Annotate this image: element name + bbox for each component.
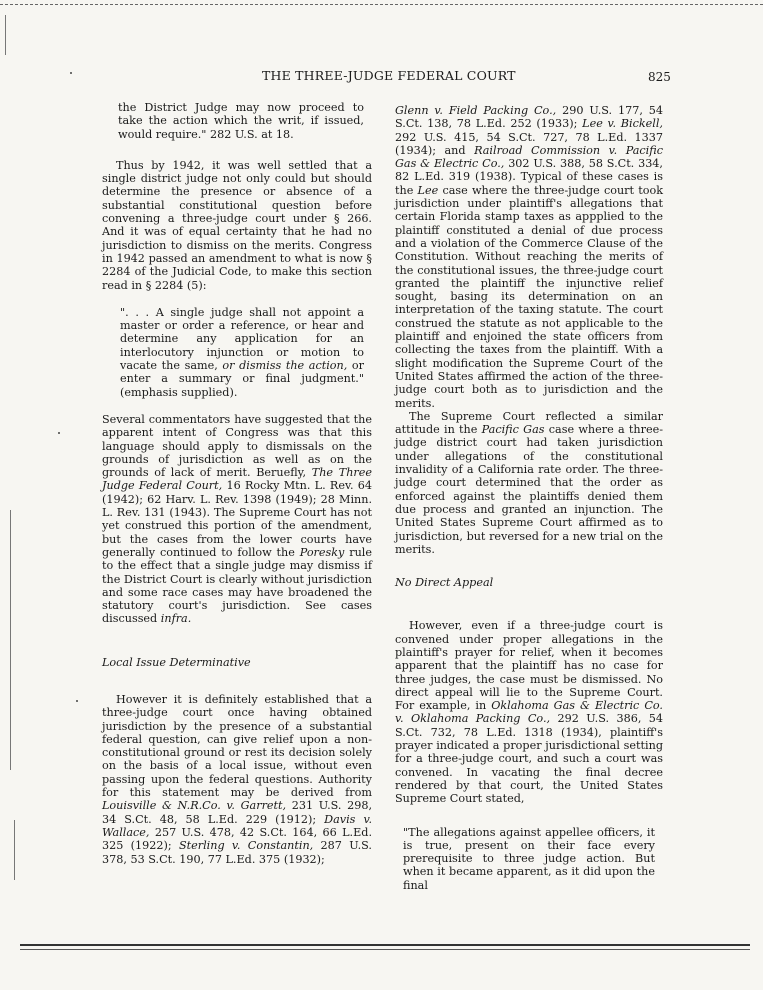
right-column <box>395 104 663 892</box>
left-column <box>102 101 372 866</box>
paragraph: However it is definitely established that a three-judge court once having obtained jurisdiction by the presence of a substantial federal question, can give relief upon a non-constitutional ground or rest its decision solely on the basis of a local issue, without even passing upon the federal questions. Authority for this statement may be derived from Louisville & N.R.Co. v. Garrett, 231 U.S. 298, 34 S.Ct. 48, 58 L.Ed. 229 (1912); Davis v. Wallace, 257 U.S. 478, 42 S.Ct. 164, 66 L.Ed. 325 (1922); Sterling v. Constantin, 287 U.S. 378, 53 S.Ct. 190, 77 L.Ed. 375 (1932); <box>102 692 373 866</box>
bottom-rule <box>20 949 750 950</box>
block-quote: "The allegations against appellee officers, it is true, present on their face every prerequisite to three judge action. But when it became apparent, as it did upon the final <box>403 825 655 892</box>
scan-speck <box>76 700 78 702</box>
margin-mark <box>10 510 11 770</box>
scan-speck <box>70 72 72 74</box>
paragraph: Thus by 1942, it was well settled that a single district judge not only could but should determine the presence or absence of a substantial constitutional question before convening a three-judge court under § 266. And it was of equal certainty that he had no jurisdiction to dismiss on the merits. Congress in 1942 passed an amendment to what is now § 2284 of the Judicial Code, to make this section read in § 2284 (5): <box>102 158 372 292</box>
section-heading: No Direct Appeal <box>395 576 494 590</box>
paragraph: The Supreme Court reflected a similar attitude in the Pacific Gas case where a three-judge district court had taken jurisdiction under allegations of the constitutional invalidity of a California rate order. The three-judge court determined that the order as enforced against the plaintiffs denied them due process and granted an injunction. The United States Supreme Court affirmed as to jurisdiction, but reversed for a new trial on the merits. <box>395 409 663 556</box>
paragraph: the District Judge may now proceed to take the action which the writ, if issued, would require." 282 U.S. at 18. <box>118 101 364 141</box>
top-scan-edge <box>0 4 763 5</box>
paragraph: However, even if a three-judge court is convened under proper allegations in the plaintiff's prayer for relief, when it becomes apparent that the plaintiff has no case for three judges, the case must be dismissed. No direct appeal will lie to the Supreme Court. For example, in Oklahoma Gas & Electric Co. v. Oklahoma Packing Co., 292 U.S. 386, 54 S.Ct. 732, 78 L.Ed. 1318 (1934), plaintiff's prayer indicated a proper jurisdictional setting for a three-judge court, and such a court was convened. In vacating the final decree rendered by that court, the United States Supreme Court stated, <box>395 619 664 806</box>
emphasis: or dismiss the action, <box>222 359 348 373</box>
block-quote: ". . . A single judge shall not appoint a master or order a reference, or hear and determine any application for an interlocutory injunction or motion to vacate the same, or dismiss the action, or enter a summary or final judgment." (emphasis supplied). <box>120 305 364 399</box>
paragraph: Several commentators have suggested that the apparent intent of Congress was that this language should apply to dismissals on the grounds of jurisdiction as well as on the grounds of lack of merit. Beruefly, The Three Judge Federal Court, 16 Rocky Mtn. L. Rev. 64 (1942); 62 Harv. L. Rev. 1398 (1949); 28 Minn. L. Rev. 131 (1943). The Supreme Court has not yet construed this portion of the amendment, but the cases from the lower courts have generally continued to follow the Poresky rule to the effect that a single judge may dismiss if the District Court is clearly without jurisdiction and some race cases may have broadened the statutory court's jurisdiction. See cases discussed infra. <box>102 412 372 626</box>
paragraph: Glenn v. Field Packing Co., 290 U.S. 177, 54 S.Ct. 138, 78 L.Ed. 252 (1933); Lee v. Bickell, 292 U.S. 415, 54 S.Ct. 727, 78 L.Ed. 1337 (1934); and Railroad Commission v. Pacific Gas & Electric Co., 302 U.S. 388, 58 S.Ct. 334, 82 L.Ed. 319 (1938). Typical of these cases is the Lee case where the three-judge court took jurisdiction under plaintiff's allegations that certain Florida stamp taxes as appplied to the plaintiff constituted a denial of due process and a violation of the Commerce Clause of the Constitution. Without reaching the merits of the constitutional issues, the three-judge court granted the plaintiff the injunctive relief sought, basing its determination on an interpretation of the taxing statute. The court construed the statute as not applicable to the plaintiff and enjoined the state officers from collecting the taxes from the plaintiff. With a slight modification the Supreme Court of the United States affirmed the action of the three-judge court both as to jurisdiction and the merits. <box>395 104 663 410</box>
bottom-rule <box>20 944 750 946</box>
section-heading: Local Issue Determinative <box>102 655 251 669</box>
running-header: THE THREE-JUDGE FEDERAL COURT <box>262 68 516 83</box>
margin-mark <box>14 820 15 880</box>
margin-mark <box>5 15 6 55</box>
page-number: 825 <box>648 70 671 84</box>
scan-speck <box>58 432 60 434</box>
